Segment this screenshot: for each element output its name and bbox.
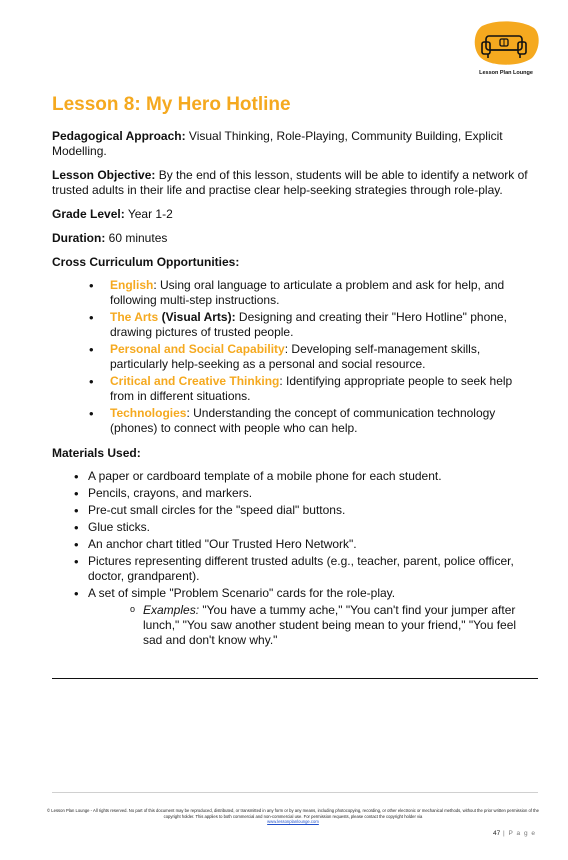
subject-text: Designing and creating their "Hero Hotline" phone, drawing pictures of trusted people. [110,310,507,339]
copyright-notice [44,808,542,825]
list-item: • An anchor chart titled "Our Trusted Hero Network". [74,537,538,552]
page-title: Lesson 8: My Hero Hotline [52,94,291,115]
objective-value: By the end of this lesson, students will be able to identify a network of trusted adults in their life and practise clear help-seeking strategies through role-play. [52,168,528,197]
list-item [89,342,538,372]
list-item: • Glue sticks. [74,520,538,535]
subject-text: : Identifying appropriate people to seek help from in different situations. [110,374,513,403]
examples-text: "You have a tummy ache," "You can't find your jumper after lunch," "You saw another student being mean to your friend," "You feel sad and don't know why." [143,603,517,647]
page-label: | P a g e [500,830,536,837]
subject-name: Technologies [110,406,187,420]
pedagogical-value: Visual Thinking, Role-Playing, Community Building, Explicit Modelling. [52,129,503,158]
list-item [89,310,538,340]
logo-text: Lesson Plan Lounge [479,70,533,76]
list-item: • Pre-cut small circles for the "speed dial" buttons. [74,503,538,518]
examples-item [130,603,538,648]
list-item [89,278,538,308]
copyright-text: © Lesson Plan Lounge - All rights reserved. No part of this document may be reproduced, distributed, or transmitted in any form or by any means, including photocopying, recording, or other electronic or mechanical methods, without the prior written permission of the copyright holder. This applies to both commercial and non-commercial use. For permission requests, please contact the copyright holder via [47,808,539,819]
subject-name: Critical and Creative Thinking [110,374,280,388]
scenario-cards-text: A set of simple "Problem Scenario" cards for the role-play. [88,586,396,600]
page-number [493,830,536,837]
subject-text: : Understanding the concept of communication technology (phones) to connect with people who can help. [110,406,496,435]
examples-label: Examples: [143,603,200,617]
subject-name: English [110,278,154,292]
website-link[interactable]: www.lessonplanlounge.com [267,819,319,825]
subject-text: : Developing self-management skills, particularly help-seeking as a personal and social resource. [110,342,481,371]
materials-list [74,469,538,648]
lesson-plan-lounge-logo [470,20,542,80]
pedagogical-approach [52,129,538,159]
list-item [89,406,538,436]
page-number-value: 47 [492,830,501,837]
objective-label: Lesson Objective: [52,168,156,182]
lesson-objective [52,168,538,198]
duration-value: 60 minutes [105,231,168,245]
lesson-content [52,129,538,650]
examples-sublist [130,603,538,648]
cross-curriculum-list [89,278,538,436]
list-item: • Pictures representing different trusted adults (e.g., teacher, parent, police officer, doctor, grandparent). [74,554,538,584]
section-divider [52,678,538,679]
pedagogical-label: Pedagogical Approach: [52,129,186,143]
subject-extra: (Visual Arts): [158,310,236,324]
duration [52,231,538,246]
footer-divider [52,792,538,793]
list-item [89,374,538,404]
subject-name: Personal and Social Capability [110,342,285,356]
cross-curriculum-heading: Cross Curriculum Opportunities: [52,255,240,269]
subject-text: : Using oral language to articulate a problem and ask for help, and following multi-step instructions. [110,278,505,307]
list-item: • Pencils, crayons, and markers. [74,486,538,501]
duration-label: Duration: [52,231,106,245]
couch-logo-icon [470,20,542,70]
subject-name: The Arts [110,310,159,324]
list-item [74,586,538,648]
grade-value: Year 1-2 [124,207,173,221]
materials-heading: Materials Used: [52,446,141,460]
grade-label: Grade Level: [52,207,125,221]
grade-level [52,207,538,222]
list-item: • A paper or cardboard template of a mobile phone for each student. [74,469,538,484]
